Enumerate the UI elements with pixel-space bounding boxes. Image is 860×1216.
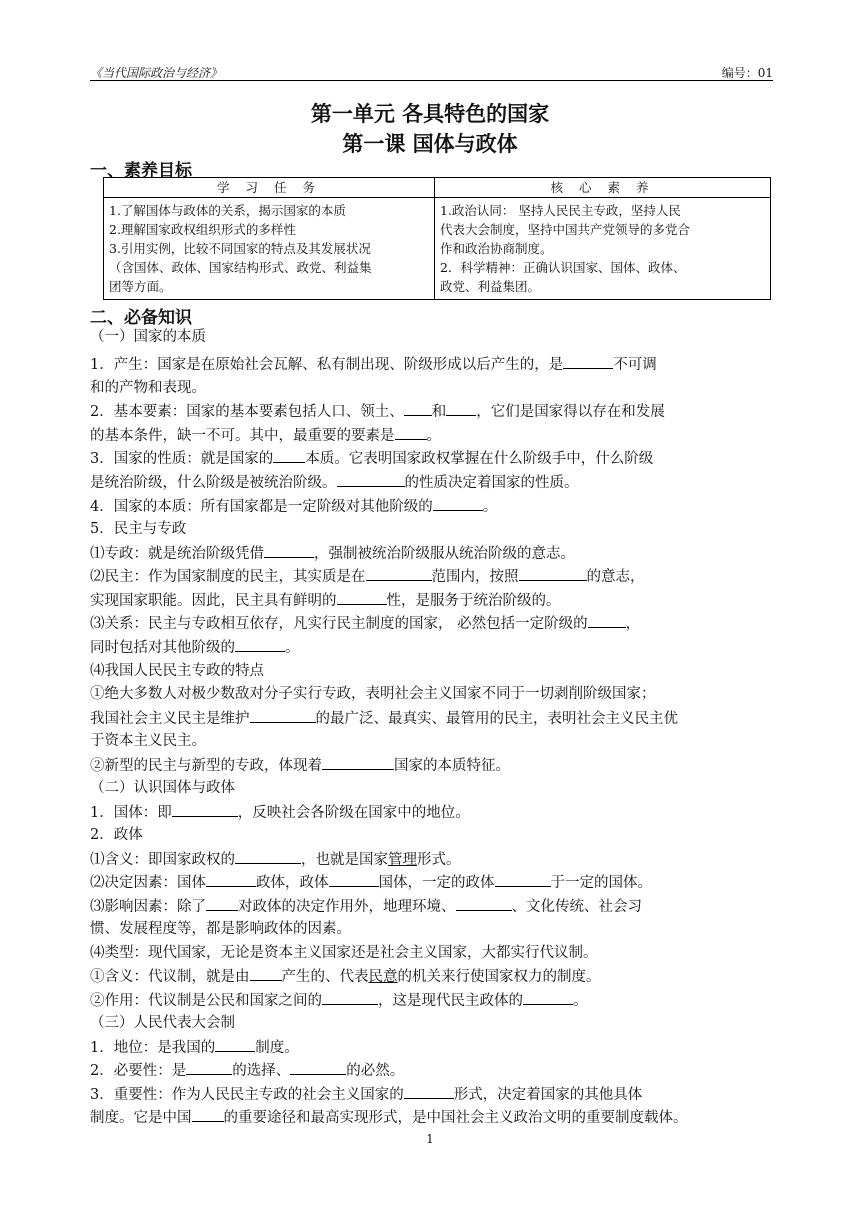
text-line: ①绝大多数人对极少数敌对分子实行专政，表明社会主义国家不同于一切剥削阶级国家； xyxy=(90,686,656,702)
text-line: ⑷类型：现代国家，无论是资本主义国家还是社会主义国家，大都实行代议制。 xyxy=(90,945,598,961)
literacy-line: 代表大会制度，坚持中国共产党领导的多党合 xyxy=(440,222,691,237)
text-line: 和的产物和表现。 xyxy=(90,380,206,396)
text-line: ②新型的民主与新型的专政，体现着 国家的本质特征。 xyxy=(90,754,774,777)
text-line: 实现国家职能。因此，民主具有鲜明的 性，是服务于统治阶级的。 xyxy=(90,589,774,612)
text-line: ⑴含义：即国家政权的 ，也就是国家管理形式。 xyxy=(90,848,774,871)
text-line: 5．民主与专政 xyxy=(90,521,187,537)
fill-in-blank[interactable] xyxy=(588,612,626,628)
text-line: ⑶影响因素：除了 对政体的决定作用外，地理环境、 、文化传统、社会习 xyxy=(90,895,774,918)
text-line: 我国社会主义民主是维护 的最广泛、最真实、最管用的民主，表明社会主义民主优 xyxy=(90,707,774,730)
fill-in-blank[interactable] xyxy=(273,447,305,463)
text-line: 1．产生：国家是在原始社会瓦解、私有制出现、阶级形成以后产生的，是 不可调 xyxy=(90,353,774,376)
fill-in-blank[interactable] xyxy=(519,565,587,581)
task-line: 2.理解国家政权组织形式的多样性 xyxy=(109,222,296,237)
fill-in-blank[interactable] xyxy=(322,989,378,1005)
fill-in-blank[interactable] xyxy=(172,801,238,817)
section-heading-goals: 一、素养目标 xyxy=(90,161,192,181)
header-serial-number: 编号：01 xyxy=(721,66,773,80)
text-line: ①含义：代议制，就是由 产生的、代表民意的机关来行使国家权力的制度。 xyxy=(90,965,774,988)
fill-in-blank[interactable] xyxy=(186,1059,232,1075)
text-line: 3．重要性：作为人民民主专政的社会主义国家的 形式，决定着国家的其他具体 xyxy=(90,1083,774,1106)
fill-in-blank[interactable] xyxy=(322,754,394,770)
fill-in-blank[interactable] xyxy=(337,471,405,487)
page-header xyxy=(90,62,773,81)
fill-in-blank[interactable] xyxy=(366,565,432,581)
text-line: 2．政体 xyxy=(90,827,143,843)
fill-in-blank[interactable] xyxy=(433,495,483,511)
section-heading-knowledge: 二、必备知识 xyxy=(90,308,192,328)
fill-in-blank[interactable] xyxy=(446,400,476,416)
fill-in-blank[interactable] xyxy=(290,1059,346,1075)
text-line: 是统治阶级，什么阶级是被统治阶级。 的性质决定着国家的性质。 xyxy=(90,471,774,494)
text-line: ②作用：代议制是公民和国家之间的 ，这是现代民主政体的 。 xyxy=(90,989,774,1012)
text-line: ⑷我国人民民主专政的特点 xyxy=(90,663,264,679)
text-line: 1．地位：是我国的 制度。 xyxy=(90,1036,774,1059)
literacy-line: 作和政治协商制度。 xyxy=(440,241,553,256)
fill-in-blank[interactable] xyxy=(250,965,282,981)
fill-in-blank[interactable] xyxy=(235,848,301,864)
subsection-heading: （二）认识国体与政体 xyxy=(90,780,235,796)
goals-table-header-literacy: 核 心 素 养 xyxy=(435,178,771,198)
text-line: 的基本条件，缺一不可。其中，最重要的要素是 。 xyxy=(90,424,774,447)
goals-table-cell-tasks xyxy=(104,198,435,300)
goals-table-header-tasks: 学 习 任 务 xyxy=(104,178,435,198)
fill-in-blank[interactable] xyxy=(404,400,432,416)
text-line: 同时包括对其他阶级的 。 xyxy=(90,636,774,659)
fill-in-blank[interactable] xyxy=(337,589,387,605)
fill-in-blank[interactable] xyxy=(495,871,551,887)
lesson-title: 第一课 国体与政体 xyxy=(342,132,518,156)
page-number: 1 xyxy=(426,1132,434,1146)
fill-in-blank[interactable] xyxy=(523,989,573,1005)
task-line: 3.引用实例，比较不同国家的特点及其发展状况 xyxy=(109,241,371,256)
text-line: 3．国家的性质：就是国家的 本质。它表明国家政权掌握在什么阶级手中，什么阶级 xyxy=(90,447,774,470)
text-line: ⑶关系：民主与专政相互依存，凡实行民主制度的国家， 必然包括一定阶级的 ， xyxy=(90,612,774,635)
unit-title: 第一单元 各具特色的国家 xyxy=(310,102,550,126)
text-line: 2．基本要素：国家的基本要素包括人口、领土、 和 ，它们是国家得以存在和发展 xyxy=(90,400,774,423)
fill-in-blank[interactable] xyxy=(456,895,512,911)
text-line: ⑵民主：作为国家制度的民主，其实质是在 范围内，按照 的意志， xyxy=(90,565,774,588)
subsection-heading: （三）人民代表大会制 xyxy=(90,1015,235,1031)
fill-in-blank[interactable] xyxy=(215,1036,255,1052)
header-book-title: 《当代国际政治与经济》 xyxy=(90,66,223,80)
text-line: 1．国体：即 ，反映社会各阶级在国家中的地位。 xyxy=(90,801,774,824)
goals-table-cell-literacy xyxy=(435,198,771,300)
text-line: 2．必要性：是 的选择、 的必然。 xyxy=(90,1059,774,1082)
fill-in-blank[interactable] xyxy=(264,542,314,558)
fill-in-blank[interactable] xyxy=(329,871,379,887)
fill-in-blank[interactable] xyxy=(563,353,613,369)
literacy-line: 2．科学精神：正确认识国家、国体、政体、 xyxy=(440,260,686,275)
goals-table xyxy=(103,177,771,300)
text-line: 4．国家的本质：所有国家都是一定阶级对其他阶级的 。 xyxy=(90,495,774,518)
text-line: 惯、发展程度等，都是影响政体的因素。 xyxy=(90,921,351,937)
fill-in-blank[interactable] xyxy=(395,424,427,440)
fill-in-blank[interactable] xyxy=(250,707,316,723)
fill-in-blank[interactable] xyxy=(192,1106,224,1122)
text-line: ⑵决定因素：国体 政体，政体 国体，一定的政体 于一定的国体。 xyxy=(90,871,774,894)
task-line: 1.了解国体与政体的关系，揭示国家的本质 xyxy=(109,203,346,218)
task-line: 团等方面。 xyxy=(109,279,172,294)
literacy-line: 1.政治认同： 坚持人民民主专政，坚持人民 xyxy=(440,203,681,218)
text-line: 制度。它是中国 的重要途径和最高实现形式，是中国社会主义政治文明的重要制度载体。 xyxy=(90,1106,774,1129)
fill-in-blank[interactable] xyxy=(404,1083,454,1099)
text-line: 于资本主义民主。 xyxy=(90,733,206,749)
literacy-line: 政党、利益集团。 xyxy=(440,279,541,294)
fill-in-blank[interactable] xyxy=(206,871,256,887)
fill-in-blank[interactable] xyxy=(235,636,285,652)
text-line: ⑴专政：就是统治阶级凭借 ，强制被统治阶级服从统治阶级的意志。 xyxy=(90,542,774,565)
task-line: （含国体、政体、国家结构形式、政党、利益集 xyxy=(109,260,372,275)
fill-in-blank[interactable] xyxy=(206,895,238,911)
subsection-heading: （一）国家的本质 xyxy=(90,329,206,345)
